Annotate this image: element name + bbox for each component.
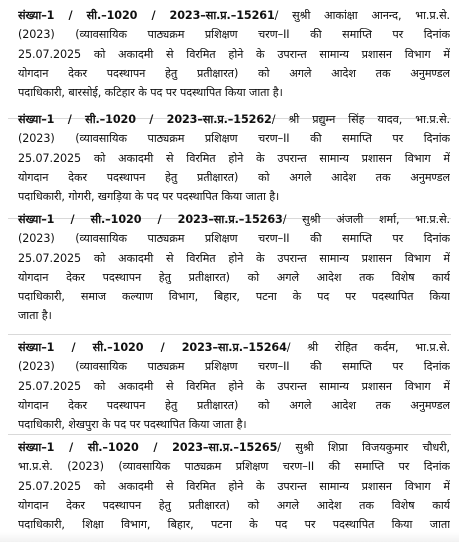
order-reference: संख्या–1 / सी.–1020 / 2023–सा.प्र.–15261 <box>18 9 275 22</box>
entry-line: योगदान देकर पदस्थापन हेतु प्रतीक्षारत) को अगले आदेश तक विशेष कार्य <box>18 270 450 284</box>
order-entry-15261 <box>18 6 450 102</box>
entry-line: योगदान देकर पदस्थापन हेतु प्रतीक्षारत) को अगले आदेश तक अनुमण्डल <box>18 398 450 412</box>
entry-line: जाता है। <box>18 309 52 323</box>
entry-line: (2023) (व्यावसायिक पाठ्यक्रम प्रशिक्षण चरण–II की समाप्ति पर दिनांक <box>18 232 450 246</box>
order-entry-15262 <box>18 110 450 206</box>
divider <box>8 334 451 335</box>
order-entry-15264 <box>18 338 450 434</box>
entry-line <box>18 210 450 229</box>
entry-line: पदाधिकारी, शिक्षा विभाग, बिहार, पटना के पद पर पदस्थापित किया जाता <box>18 518 450 532</box>
entry-line: (2023) (व्यावसायिक पाठ्यक्रम प्रशिक्षण चरण–II की समाप्ति पर दिनांक <box>18 28 450 42</box>
entry-line: भा.प्र.से. (2023) (व्यावसायिक पाठ्यक्रम प्रशिक्षण चरण–II की समाप्ति पर दिनांक <box>18 460 450 474</box>
entry-line: 25.07.2025 को अकादमी से विरमित होने के उपरान्त सामान्य प्रशासन विभाग में <box>18 47 450 61</box>
entry-line: 25.07.2025 को अकादमी से विरमित होने के उपरान्त सामान्य प्रशासन विभाग में <box>18 479 450 493</box>
entry-line <box>18 338 450 357</box>
order-reference: संख्या–1 / सी.–1020 / 2023–सा.प्र.–15263 <box>18 213 283 226</box>
entry-line: (2023) (व्यावसायिक पाठ्यक्रम प्रशिक्षण चरण–II की समाप्ति पर दिनांक <box>18 132 450 146</box>
order-reference: संख्या–1 / सी.–1020 / 2023–सा.प्र.–15265 <box>18 441 278 454</box>
divider <box>8 434 451 435</box>
entry-text: / श्री रोहित कर्दम, भा.प्र.से. <box>286 341 450 354</box>
entry-line: (2023) (व्यावसायिक पाठ्यक्रम प्रशिक्षण चरण–II की समाप्ति पर दिनांक <box>18 360 450 374</box>
entry-line: 25.07.2025 को अकादमी से विरमित होने के उपरान्त सामान्य प्रशासन विभाग में <box>18 379 450 393</box>
entry-line <box>18 438 450 457</box>
page-cutoff-shade <box>0 532 459 542</box>
entry-line: योगदान देकर पदस्थापन हेतु प्रतीक्षारत) को अगले आदेश तक अनुमण्डल <box>18 66 450 80</box>
entry-text: / श्री प्रद्युम्न सिंह यादव, भा.प्र.से. <box>271 113 450 126</box>
entry-text: / सुश्री अंजली शर्मा, भा.प्र.से. <box>282 213 450 226</box>
entry-line: पदाधिकारी, समाज कल्याण विभाग, बिहार, पटना के पद पर पदस्थापित किया <box>18 290 450 304</box>
entry-line: 25.07.2025 को अकादमी से विरमित होने के उपरान्त सामान्य प्रशासन विभाग में <box>18 251 450 265</box>
entry-line: पदाधिकारी, शेखपुरा के पद पर पदस्थापित किया जाता है। <box>18 418 247 432</box>
entry-text: / सुश्री आकांक्षा आनन्द, भा.प्र.से. <box>274 9 450 22</box>
entry-line: योगदान देकर पदस्थापन हेतु प्रतीक्षारत) को अगले आदेश तक अनुमण्डल <box>18 170 450 184</box>
entry-text: / सुश्री शिप्रा विजयकुमार चौधरी, <box>277 441 450 454</box>
entry-line <box>18 110 450 129</box>
entry-line: पदाधिकारी, गोगरी, खगड़िया के पद पर पदस्थापित किया जाता है। <box>18 190 280 204</box>
order-entry-15265 <box>18 438 450 534</box>
order-reference: संख्या–1 / सी.–1020 / 2023–सा.प्र.–15262 <box>18 113 272 126</box>
order-reference: संख्या–1 / सी.–1020 / 2023–सा.प्र.–15264 <box>18 341 287 354</box>
entry-line: योगदान देकर पदस्थापन हेतु प्रतीक्षारत) को अगले आदेश तक विशेष कार्य <box>18 498 450 512</box>
order-entry-15263 <box>18 210 450 326</box>
entry-line: पदाधिकारी, बारसोई, कटिहार के पद पर पदस्थापित किया जाता है। <box>18 86 283 100</box>
entry-line: 25.07.2025 को अकादमी से विरमित होने के उपरान्त सामान्य प्रशासन विभाग में <box>18 151 450 165</box>
entry-line <box>18 6 450 25</box>
